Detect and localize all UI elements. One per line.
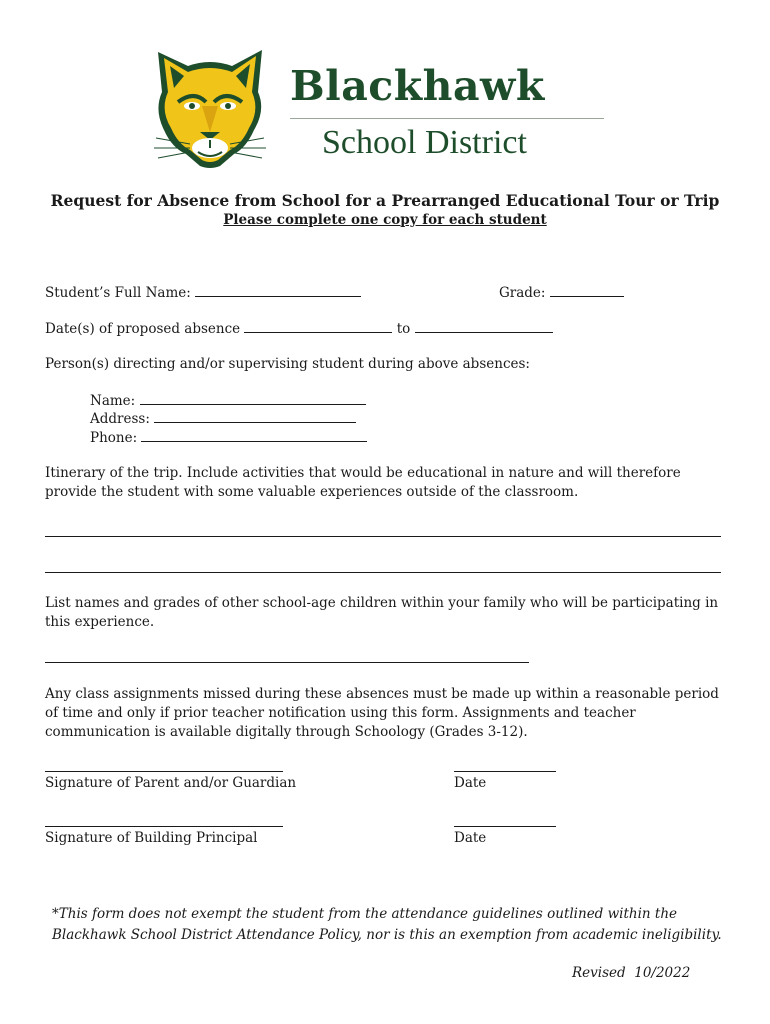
address-label: Address: <box>90 411 150 427</box>
supervisor-name-row <box>90 392 366 409</box>
supervisor-label: Person(s) directing and/or supervising student during above absences: <box>45 356 530 372</box>
itinerary-line-2[interactable] <box>45 572 721 573</box>
student-name-label: Student’s Full Name: <box>45 285 191 301</box>
name-label: Name: <box>90 393 136 409</box>
itinerary-line-1[interactable] <box>45 536 721 537</box>
district-subtitle: School District <box>322 124 527 161</box>
disclaimer-line-1: *This form does not exempt the student from the attendance guidelines outlined within the <box>52 906 678 922</box>
siblings-line[interactable] <box>45 662 529 663</box>
assignments-notice: Any class assignments missed during these absences must be made up within a reasonable period of time and only if prior teacher notification using this form. Assignments and teacher communication is available digitally through Schoology (Grades 3-12). <box>45 686 719 740</box>
grade-field[interactable] <box>550 284 624 297</box>
dates-label: Date(s) of proposed absence <box>45 321 241 337</box>
student-name-row <box>45 284 361 301</box>
supervisor-name-field[interactable] <box>140 392 366 405</box>
siblings-instructions: List names and grades of other school-age children within your family who will be participating in this experience. <box>45 595 719 630</box>
grade-label: Grade: <box>499 285 546 301</box>
principal-signature-line[interactable] <box>45 826 283 827</box>
principal-date-label: Date <box>454 830 487 846</box>
brand-divider <box>290 118 604 119</box>
principal-date-line[interactable] <box>454 826 556 827</box>
form-title: Request for Absence from School for a Prearranged Educational Tour or Trip <box>50 191 720 210</box>
principal-signature-label: Signature of Building Principal <box>45 830 258 846</box>
student-name-field[interactable] <box>195 284 361 297</box>
dates-to-label: to <box>396 321 411 337</box>
parent-signature-line[interactable] <box>45 771 283 772</box>
revision-date: Revised 10/2022 <box>572 965 691 981</box>
form-instruction: Please complete one copy for each student <box>223 212 547 228</box>
district-name: Blackhawk <box>290 62 545 110</box>
disclaimer-line-2: Blackhawk School District Attendance Policy, nor is this an exemption from academic ineligibility. <box>52 927 722 943</box>
parent-date-label: Date <box>454 775 487 791</box>
supervisor-phone-field[interactable] <box>141 429 367 442</box>
supervisor-address-row <box>90 410 356 427</box>
date-end-field[interactable] <box>415 320 553 333</box>
phone-label: Phone: <box>90 430 138 446</box>
itinerary-instructions: Itinerary of the trip. Include activities that would be educational in nature and will therefore provide the student with some valuable experiences outside of the classroom. <box>45 465 681 500</box>
date-start-field[interactable] <box>244 320 392 333</box>
grade-row <box>499 284 624 301</box>
parent-date-line[interactable] <box>454 771 556 772</box>
cougar-head-logo <box>150 44 270 170</box>
parent-signature-label: Signature of Parent and/or Guardian <box>45 775 297 791</box>
dates-row <box>45 320 553 337</box>
supervisor-phone-row <box>90 429 367 446</box>
supervisor-address-field[interactable] <box>154 410 356 423</box>
